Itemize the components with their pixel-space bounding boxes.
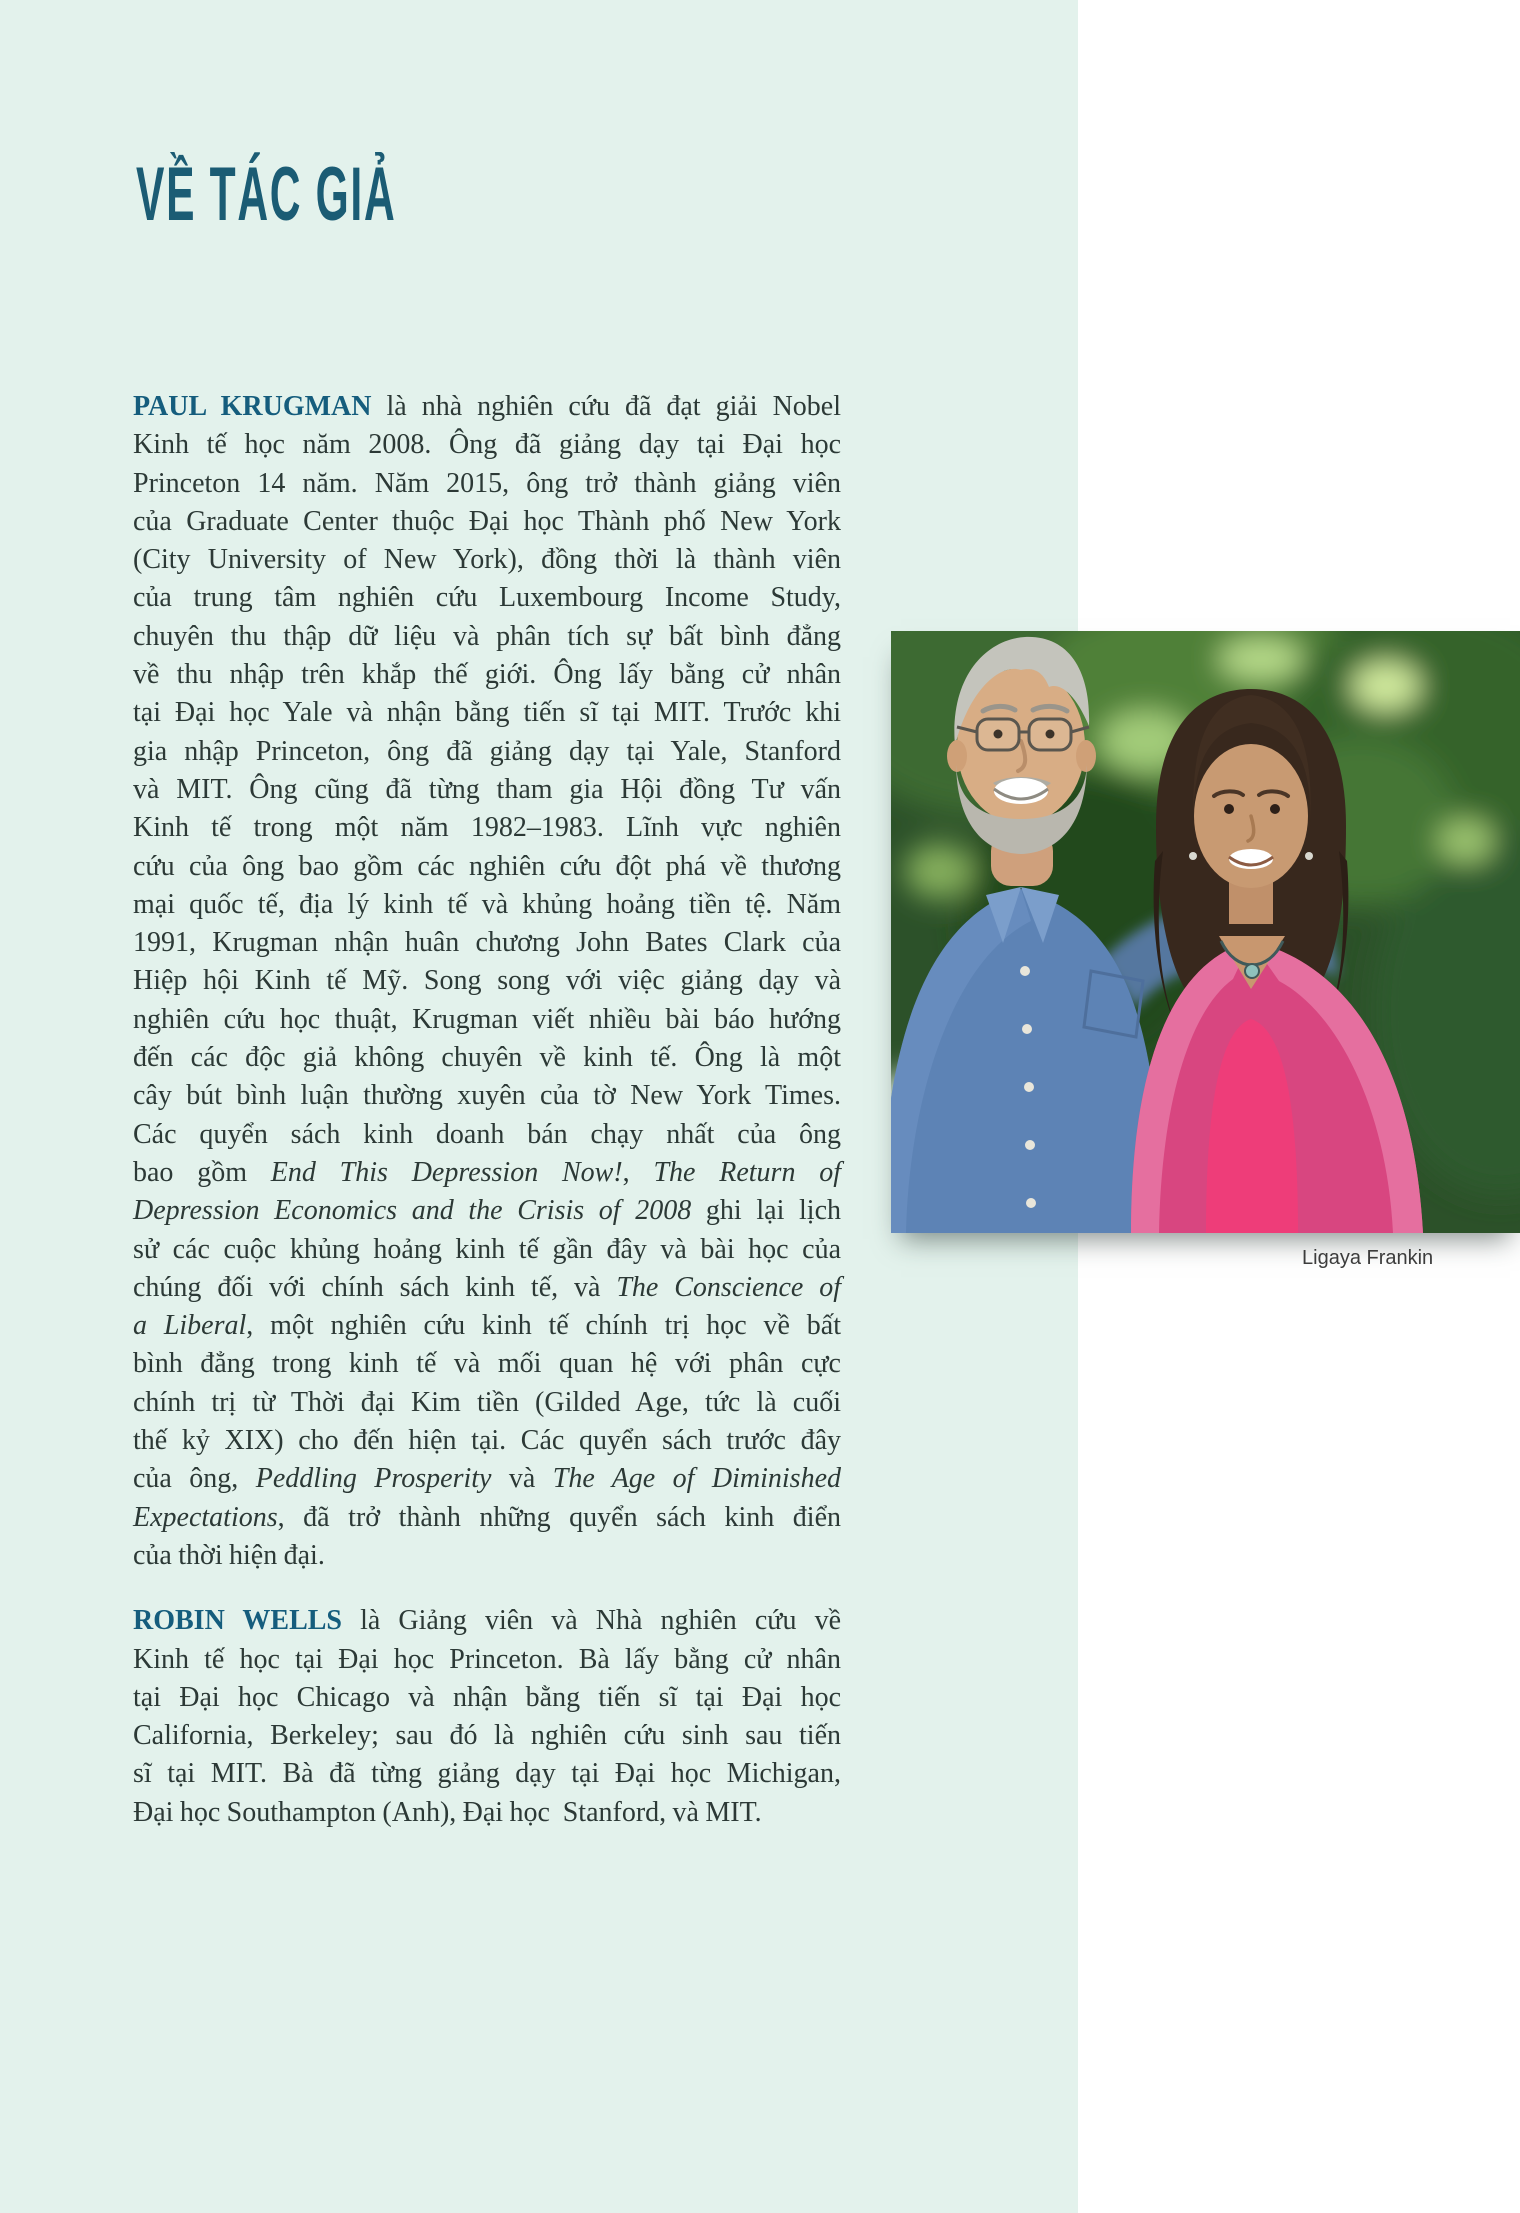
book-title: Peddling Prosperity: [255, 1463, 492, 1495]
text-segment: tại Đại học Yale và nhận bằng tiến sĩ tại MIT. Trước khi: [133, 697, 841, 729]
text-line: [133, 1154, 841, 1192]
text-line: [133, 1116, 841, 1154]
text-segment: bao gồm: [133, 1156, 271, 1188]
text-segment: California, Berkeley; sau đó là nghiên cứu sinh sau tiến: [133, 1720, 841, 1752]
text-segment: gia nhập Princeton, ông đã giảng dạy tại Yale, Stanford: [133, 735, 841, 767]
text-segment: 1991, Krugman nhận huân chương John Bates Clark của: [133, 927, 841, 959]
text-line: [133, 809, 841, 847]
text-line: [133, 1384, 841, 1422]
text-segment: bình đẳng trong kinh tế và mối quan hệ với phân cực: [133, 1348, 841, 1380]
text-line: [133, 579, 841, 617]
book-title: Depression Economics and the Crisis of 2008: [133, 1195, 692, 1227]
text-segment: mại quốc tế, địa lý kinh tế và khủng hoảng tiền tệ. Năm: [133, 888, 841, 920]
text-segment: và: [491, 1463, 553, 1495]
text-line: [133, 1717, 841, 1755]
text-line: [133, 1192, 841, 1230]
book-title: The Conscience of: [616, 1271, 841, 1303]
text-segment: chuyên thu thập dữ liệu và phân tích sự bất bình đẳng: [133, 620, 841, 652]
text-segment: thế kỷ XIX) cho đến hiện tại. Các quyển sách trước đây: [133, 1425, 841, 1457]
text-line: [133, 733, 841, 771]
text-segment: của Graduate Center thuộc Đại học Thành phố New York: [133, 505, 841, 537]
text-segment: Các quyển sách kinh doanh bán chạy nhất của ông: [133, 1118, 841, 1150]
text-segment: Princeton 14 năm. Năm 2015, ông trở thành giảng viên: [133, 467, 841, 499]
text-segment: đến các độc giả không chuyên về kinh tế. Ông là một: [133, 1042, 841, 1074]
paragraph: [133, 388, 841, 1575]
text-segment: nghiên cứu học thuật, Krugman viết nhiều bài báo hướng: [133, 1003, 841, 1035]
text-line: [133, 1641, 841, 1679]
book-title: The Return of: [653, 1156, 842, 1188]
text-segment: ghi lại lịch: [691, 1195, 842, 1227]
book-title: Expectations: [133, 1501, 278, 1533]
text-line: [133, 541, 841, 579]
text-segment: Kinh tế trong một năm 1982–1983. Lĩnh vực nghiên: [133, 812, 841, 844]
text-line: [133, 503, 841, 541]
text-line: [133, 618, 841, 656]
text-line: [133, 694, 841, 732]
text-segment: cây bút bình luận thường xuyên của tờ New York Times.: [133, 1080, 841, 1112]
text-segment: và MIT. Ông cũng đã từng tham gia Hội đồng Tư vấn: [133, 773, 841, 805]
text-line: [133, 1499, 841, 1537]
text-line: [133, 1537, 841, 1575]
text-segment: sĩ tại MIT. Bà đã từng giảng dạy tại Đại học Michigan,: [133, 1758, 841, 1790]
paragraph: [133, 1602, 841, 1832]
text-segment: (City University of New York), đồng thời là thành viên: [133, 544, 841, 576]
article-body: [133, 388, 841, 1832]
book-title: The Age of Diminished: [552, 1463, 841, 1495]
text-line: [133, 886, 841, 924]
text-line: [133, 1269, 841, 1307]
text-line: [133, 1460, 841, 1498]
photo-caption: Ligaya Frankin: [1302, 1247, 1434, 1269]
book-title: End This Depression Now!: [270, 1156, 623, 1188]
text-line: [133, 1077, 841, 1115]
text-segment: là Giảng viên và Nhà nghiên cứu về: [342, 1605, 841, 1637]
text-line: [133, 1231, 841, 1269]
text-segment: ,: [622, 1156, 654, 1188]
text-line: [133, 1001, 841, 1039]
text-line: [133, 924, 841, 962]
author-photo: [891, 631, 1520, 1233]
text-segment: Đại học Southampton (Anh), Đại học Stanford, và MIT.: [133, 1796, 762, 1828]
text-line: [133, 1755, 841, 1793]
text-line: [133, 771, 841, 809]
text-segment: cứu của ông bao gồm các nghiên cứu đột phá về thương: [133, 850, 841, 882]
text-line: [133, 1307, 841, 1345]
author-photo-illustration: [891, 631, 1520, 1233]
text-segment: của thời hiện đại.: [133, 1539, 325, 1571]
book-title: a Liberal: [133, 1310, 247, 1342]
text-line: [133, 1039, 841, 1077]
page-title: VỀ TÁC GIẢ: [136, 152, 397, 237]
text-segment: là nhà nghiên cứu đã đạt giải Nobel: [371, 391, 841, 422]
text-line: [133, 1602, 841, 1640]
text-line: [133, 1794, 841, 1832]
text-segment: Hiệp hội Kinh tế Mỹ. Song song với việc giảng dạy và: [133, 965, 841, 997]
text-segment: về thu nhập trên khắp thế giới. Ông lấy bằng cử nhân: [133, 659, 841, 691]
text-line: [133, 848, 841, 886]
text-segment: chính trị từ Thời đại Kim tiền (Gilded Age, tức là cuối: [133, 1386, 841, 1418]
author-name: ROBIN WELLS: [133, 1605, 342, 1637]
text-segment: sử các cuộc khủng hoảng kinh tế gần đây và bài học của: [133, 1233, 841, 1265]
text-segment: tại Đại học Chicago và nhận bằng tiến sĩ tại Đại học: [133, 1681, 841, 1713]
text-segment: Kinh tế học năm 2008. Ông đã giảng dạy tại Đại học: [133, 429, 841, 461]
text-line: [133, 1422, 841, 1460]
author-name: PAUL KRUGMAN: [133, 391, 372, 422]
text-segment: Kinh tế học tại Đại học Princeton. Bà lấy bằng cử nhân: [133, 1643, 841, 1675]
text-line: [133, 962, 841, 1000]
text-line: [133, 1345, 841, 1383]
text-segment: của ông,: [133, 1463, 256, 1495]
text-segment: chúng đối với chính sách kinh tế, và: [133, 1271, 617, 1303]
text-line: [133, 656, 841, 694]
text-segment: , một nghiên cứu kinh tế chính trị học về bất: [246, 1310, 841, 1342]
text-line: [133, 1679, 841, 1717]
text-segment: , đã trở thành những quyển sách kinh điển: [277, 1501, 841, 1533]
text-line: [133, 426, 841, 464]
text-line: [133, 388, 841, 426]
text-line: [133, 465, 841, 503]
text-segment: của trung tâm nghiên cứu Luxembourg Income Study,: [133, 582, 841, 614]
